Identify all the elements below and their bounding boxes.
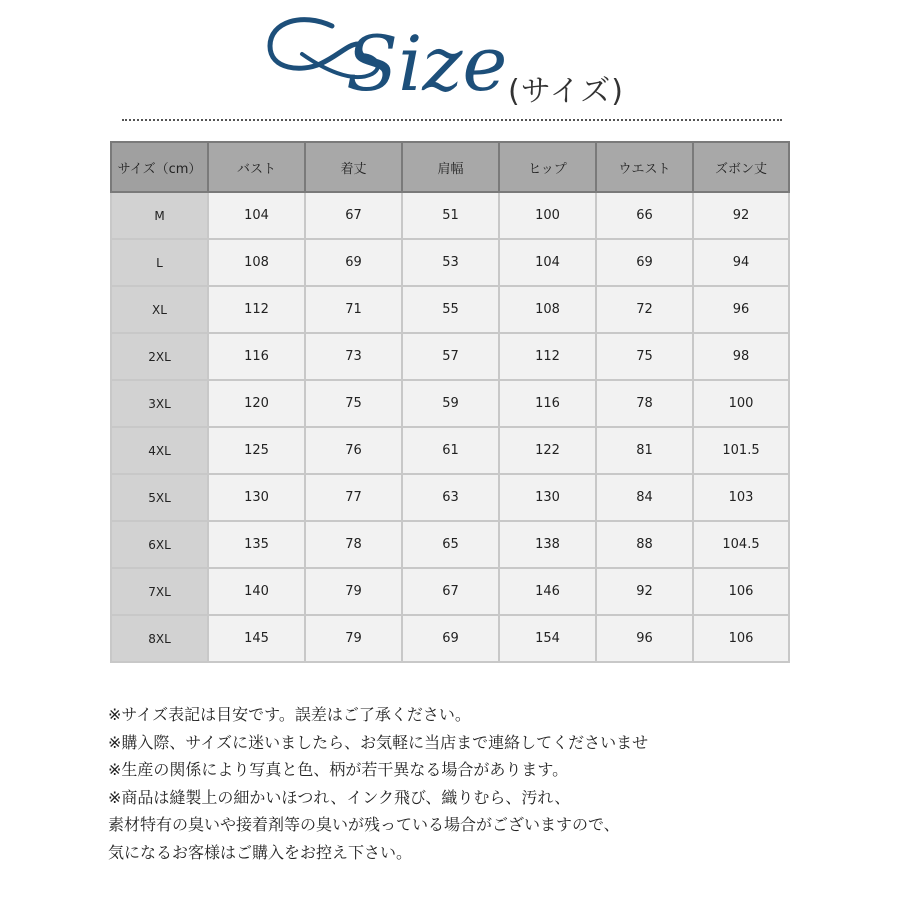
table-cell: 92: [596, 568, 693, 615]
header-waist: ウエスト: [596, 142, 693, 192]
size-label-cell: 7XL: [111, 568, 208, 615]
table-cell: 71: [305, 286, 402, 333]
table-cell: 130: [499, 474, 596, 521]
table-cell: 145: [208, 615, 305, 662]
header-shoulder: 肩幅: [402, 142, 499, 192]
title-subtitle: (サイズ): [508, 74, 625, 109]
table-cell: 135: [208, 521, 305, 568]
note-line: 素材特有の臭いや接着剤等の臭いが残っている場合がございますので、: [108, 815, 620, 834]
table-cell: 84: [596, 474, 693, 521]
size-label-cell: XL: [111, 286, 208, 333]
page-title: [262, 4, 662, 114]
title-divider: [122, 119, 782, 121]
table-cell: 96: [693, 286, 789, 333]
table-cell: 122: [499, 427, 596, 474]
table-cell: 81: [596, 427, 693, 474]
table-row: [111, 427, 789, 474]
size-label-cell: 8XL: [111, 615, 208, 662]
table-cell: 154: [499, 615, 596, 662]
table-cell: 98: [693, 333, 789, 380]
size-label-cell: 6XL: [111, 521, 208, 568]
header-length: 着丈: [305, 142, 402, 192]
table-cell: 77: [305, 474, 402, 521]
table-cell: 146: [499, 568, 596, 615]
table-cell: 59: [402, 380, 499, 427]
table-cell: 94: [693, 239, 789, 286]
size-label-cell: 3XL: [111, 380, 208, 427]
table-cell: 75: [305, 380, 402, 427]
table-row: [111, 192, 789, 239]
table-cell: 78: [596, 380, 693, 427]
notes: [108, 701, 648, 866]
table-cell: 104: [208, 192, 305, 239]
table-cell: 96: [596, 615, 693, 662]
note-line: 気になるお客様はご購入をお控え下さい。: [108, 842, 413, 862]
table-cell: 66: [596, 192, 693, 239]
table-cell: 72: [596, 286, 693, 333]
title-script-text: Size: [346, 19, 508, 108]
table-row: [111, 521, 789, 568]
table-cell: 116: [499, 380, 596, 427]
size-label-cell: L: [111, 239, 208, 286]
size-label-cell: 2XL: [111, 333, 208, 380]
table-cell: 53: [402, 239, 499, 286]
table-cell: 69: [402, 615, 499, 662]
header-bust: バスト: [208, 142, 305, 192]
table-cell: 106: [693, 615, 789, 662]
table-cell: 63: [402, 474, 499, 521]
table-row: [111, 286, 789, 333]
size-table: [110, 141, 790, 663]
table-cell: 61: [402, 427, 499, 474]
table-cell: 103: [693, 474, 789, 521]
table-cell: 65: [402, 521, 499, 568]
table-cell: 130: [208, 474, 305, 521]
table-row: [111, 568, 789, 615]
table-cell: 100: [499, 192, 596, 239]
table-cell: 120: [208, 380, 305, 427]
size-script-logo: [262, 4, 522, 114]
table-cell: 104: [499, 239, 596, 286]
table-row: [111, 239, 789, 286]
table-cell: 100: [693, 380, 789, 427]
header-pants-length: ズボン丈: [693, 142, 789, 192]
table-cell: 101.5: [693, 427, 789, 474]
table-row: [111, 474, 789, 521]
header-hip: ヒップ: [499, 142, 596, 192]
table-cell: 79: [305, 615, 402, 662]
header-size: サイズ（cm）: [111, 142, 208, 192]
table-cell: 76: [305, 427, 402, 474]
table-cell: 88: [596, 521, 693, 568]
table-cell: 75: [596, 333, 693, 380]
note-line: ※商品は縫製上の細かいほつれ、インク飛び、織りむら、汚れ、: [108, 787, 571, 807]
table-cell: 73: [305, 333, 402, 380]
table-cell: 78: [305, 521, 402, 568]
table-cell: 79: [305, 568, 402, 615]
table-cell: 104.5: [693, 521, 789, 568]
table-row: [111, 333, 789, 380]
size-label-cell: 5XL: [111, 474, 208, 521]
table-cell: 108: [499, 286, 596, 333]
table-row: [111, 380, 789, 427]
table-cell: 67: [402, 568, 499, 615]
table-cell: 57: [402, 333, 499, 380]
table-cell: 112: [499, 333, 596, 380]
size-label-cell: 4XL: [111, 427, 208, 474]
table-header-row: [111, 142, 789, 192]
table-cell: 125: [208, 427, 305, 474]
note-line: ※サイズ表記は目安です。誤差はご了承ください。: [108, 705, 471, 724]
note-line: ※生産の関係により写真と色、柄が若干異なる場合があります。: [108, 760, 569, 779]
table-cell: 138: [499, 521, 596, 568]
table-cell: 51: [402, 192, 499, 239]
table-row: [111, 615, 789, 662]
table-cell: 112: [208, 286, 305, 333]
table-cell: 92: [693, 192, 789, 239]
table-cell: 140: [208, 568, 305, 615]
table-cell: 108: [208, 239, 305, 286]
note-line: ※購入際、サイズに迷いましたら、お気軽に当店まで連絡してくださいませ: [108, 732, 649, 752]
table-cell: 116: [208, 333, 305, 380]
table-cell: 106: [693, 568, 789, 615]
table-cell: 67: [305, 192, 402, 239]
table-cell: 69: [305, 239, 402, 286]
size-label-cell: M: [111, 192, 208, 239]
table-cell: 69: [596, 239, 693, 286]
table-cell: 55: [402, 286, 499, 333]
